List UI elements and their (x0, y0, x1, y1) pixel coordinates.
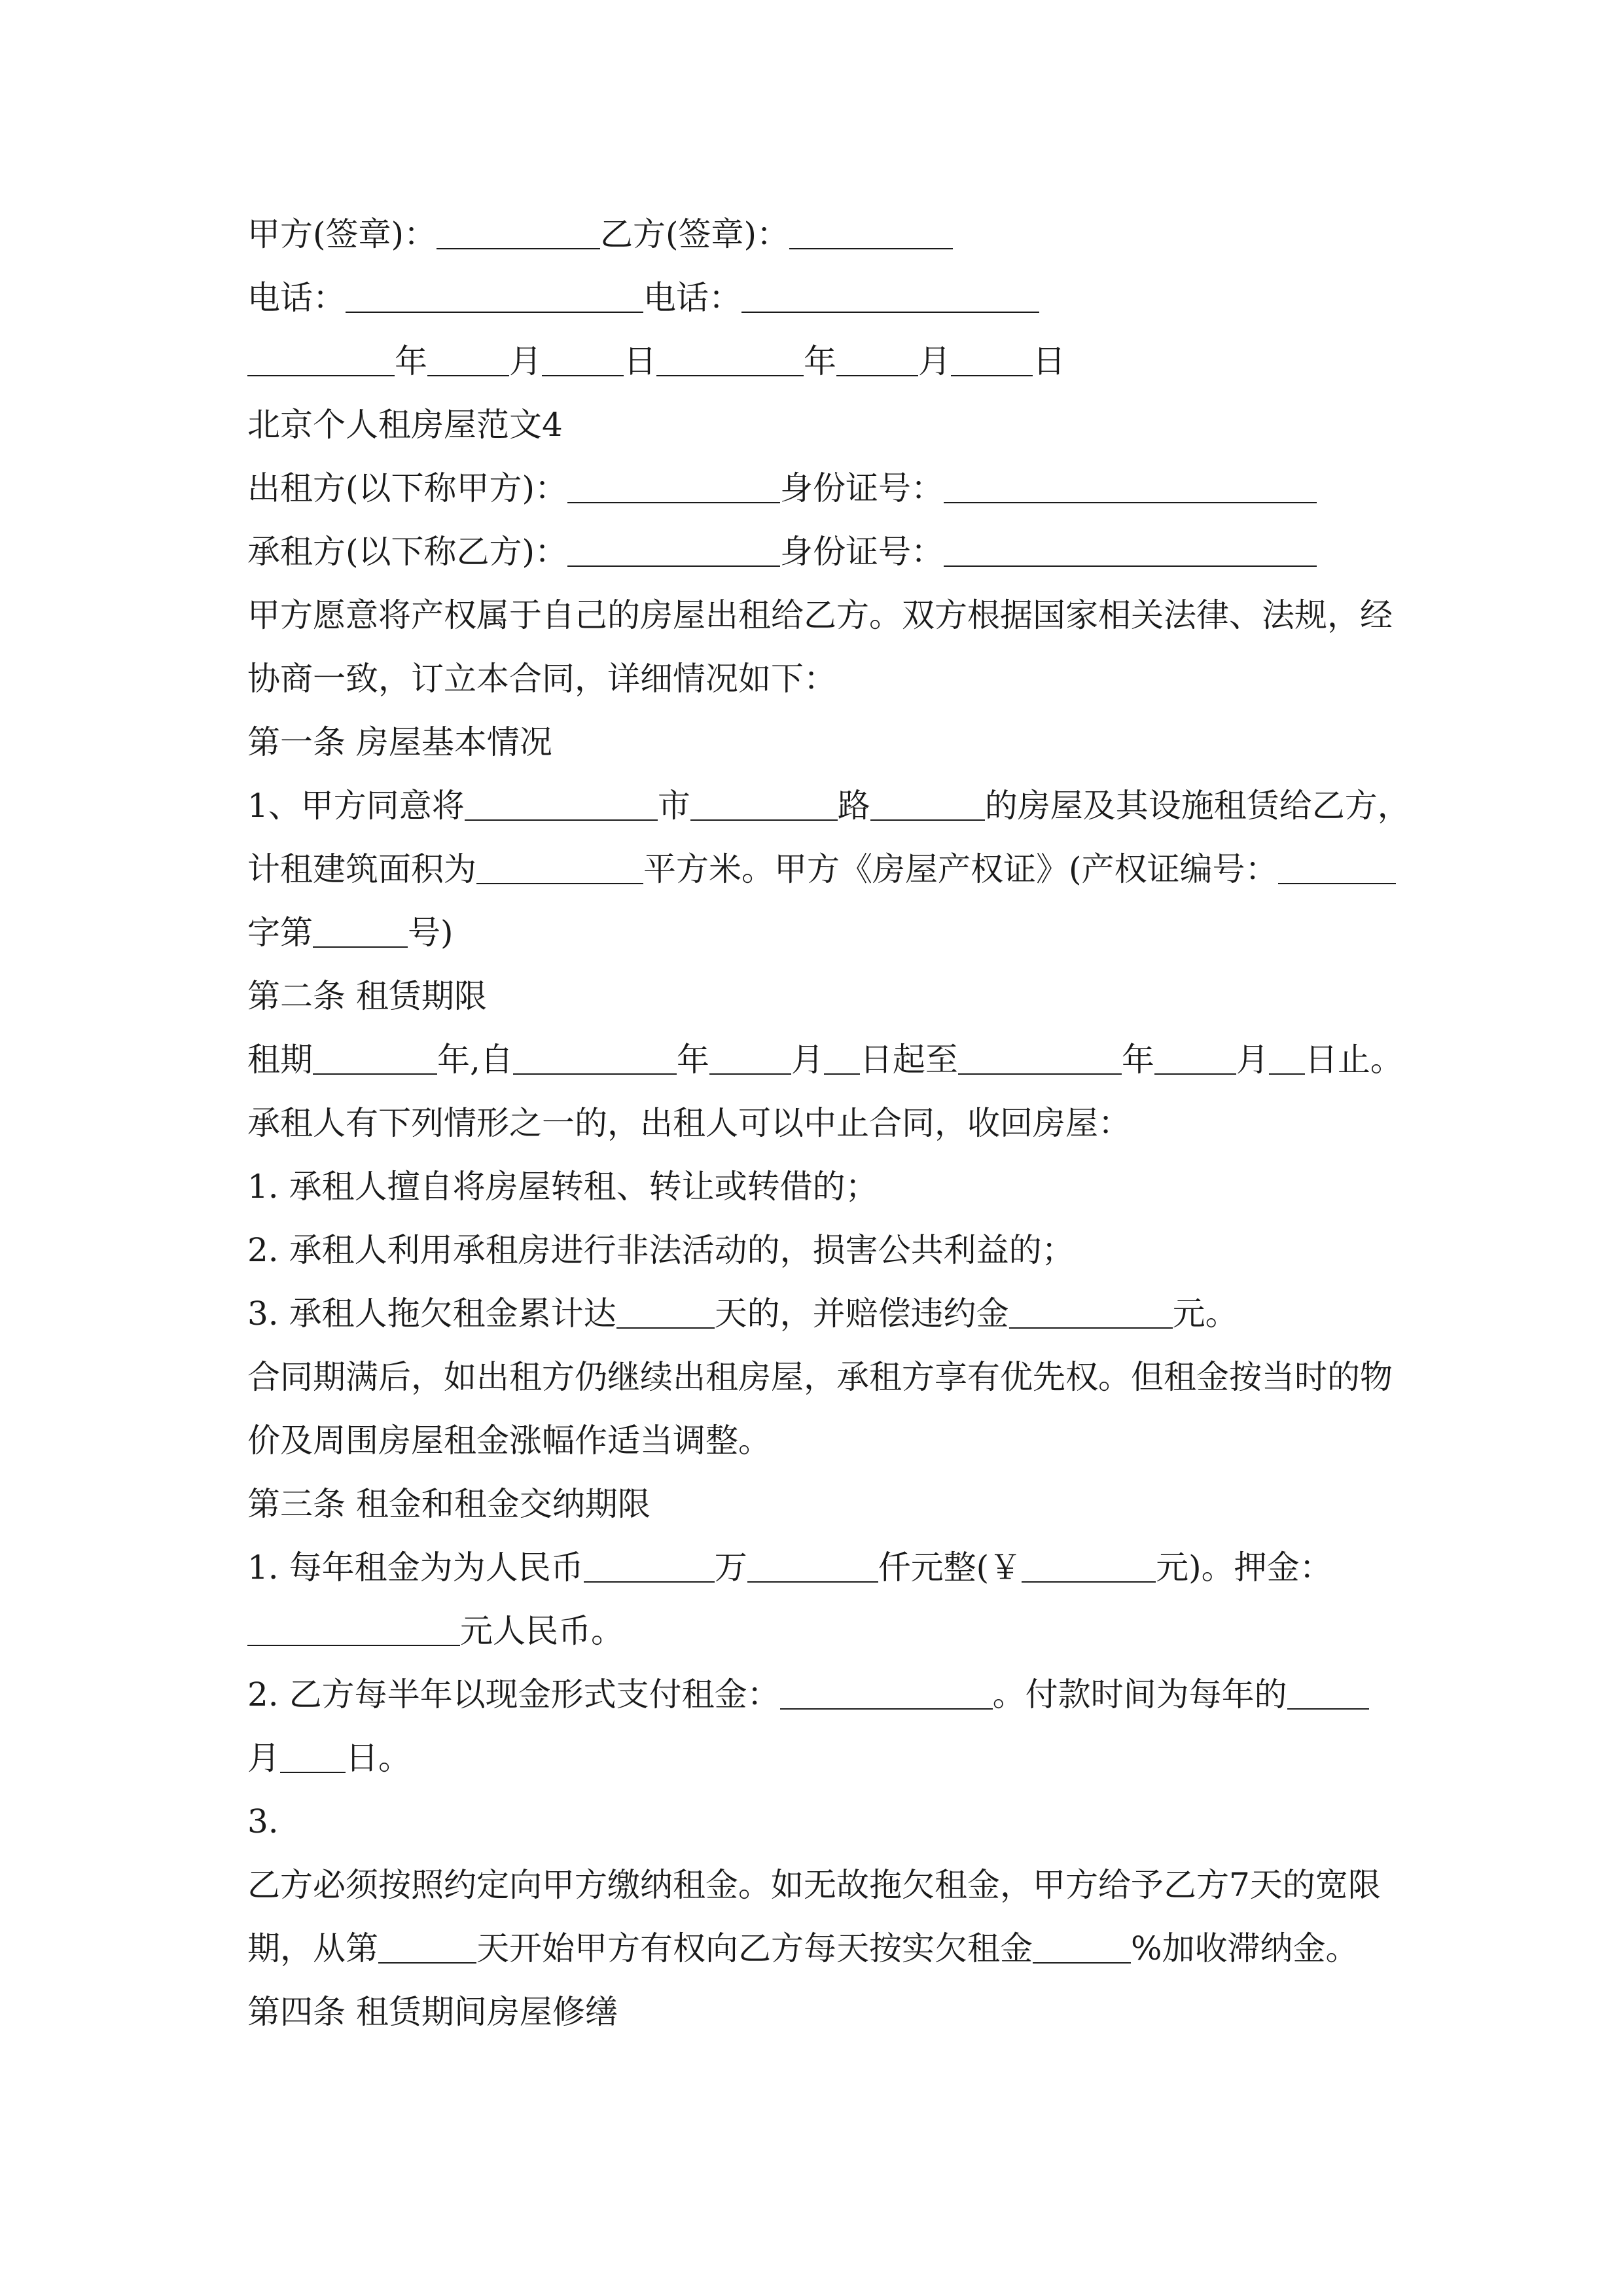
party-b-day-blank (951, 342, 1033, 376)
lessee-id-blank (944, 533, 1317, 567)
text: 日止。 (1304, 1041, 1403, 1079)
party-b-phone-label: 电话： (643, 279, 741, 317)
text: 日起至 (859, 1041, 958, 1079)
lessee-id-label: 身份证号： (780, 533, 944, 571)
text: 计租建筑面积为 (247, 850, 476, 888)
end-day-blank (1269, 1041, 1305, 1075)
article-2-title: 第二条 租赁期限 (247, 977, 487, 1015)
certificate-serial-blank (313, 914, 408, 948)
text: 仟元整(￥ (878, 1549, 1022, 1587)
renewal-line-2: 价及周围房屋租金涨幅作适当调整。 (247, 1422, 771, 1460)
phone-line (247, 266, 1393, 330)
penalty-blank (1009, 1295, 1173, 1329)
condition-1: 1. 承租人擅自将房屋转租、转让或转借的； (247, 1168, 878, 1206)
party-a-phone-label: 电话： (247, 279, 346, 317)
lessor-id-blank (944, 469, 1317, 503)
lessee-name-blank (567, 533, 780, 567)
lessee-line (247, 520, 1393, 584)
payment-amount-blank (780, 1676, 993, 1710)
day-label: 日 (624, 342, 656, 380)
lessor-name-blank (567, 469, 780, 503)
month-label: 月 (918, 342, 951, 380)
text: 1、甲方同意将 (247, 787, 465, 825)
payment-month-blank (1287, 1676, 1369, 1710)
grace-day-blank (378, 1929, 476, 1964)
contract-page (247, 203, 1410, 2044)
party-b-phone-blank (741, 279, 1039, 313)
condition-3 (247, 1282, 1393, 1346)
article-1-title: 第一条 房屋基本情况 (247, 723, 552, 761)
end-month-blank (1154, 1041, 1236, 1075)
city-blank (465, 787, 658, 821)
text: 月 (247, 1739, 280, 1777)
overdue-days-blank (616, 1295, 715, 1329)
address-blank (870, 787, 985, 821)
text: 年 (676, 1041, 709, 1079)
payment-line (247, 1663, 1393, 1727)
party-a-phone-blank (346, 279, 643, 313)
text: 。付款时间为每年的 (992, 1676, 1287, 1713)
lessor-line (247, 457, 1393, 520)
road-blank (690, 787, 838, 821)
date-line (247, 330, 1393, 393)
party-a-sign-blank (437, 215, 600, 249)
article-4-title: 第四条 租赁期间房屋修缮 (247, 1993, 618, 2031)
text: 的房屋及其设施租赁给乙方， (984, 787, 1410, 825)
lessor-label: 出租方(以下称甲方)： (247, 469, 568, 507)
text: 路 (837, 787, 870, 825)
late-fee-rate-blank (1033, 1929, 1131, 1964)
party-b-month-blank (836, 342, 918, 376)
party-a-year-blank (247, 342, 395, 376)
intro-line-2: 协商一致，订立本合同，详细情况如下： (247, 660, 836, 698)
payment-date-line (247, 1727, 1393, 1790)
intro-line-1: 甲方愿意将产权属于自己的房屋出租给乙方。双方根据国家相关法律、法规，经 (247, 596, 1393, 634)
text: 字第 (247, 914, 313, 952)
text: 天的，并赔偿违约金 (714, 1295, 1009, 1333)
certificate-number-blank (1278, 850, 1396, 884)
clause-3-number: 3. (247, 1803, 279, 1840)
text: %加收滞纳金。 (1131, 1929, 1359, 1967)
start-day-blank (824, 1041, 860, 1075)
lessee-label: 承租方(以下称乙方)： (247, 533, 568, 571)
start-month-blank (709, 1041, 791, 1075)
day-label: 日 (1033, 342, 1065, 380)
year-label: 年 (804, 342, 836, 380)
end-year-blank (958, 1041, 1122, 1075)
party-a-day-blank (542, 342, 624, 376)
year-label: 年 (395, 342, 427, 380)
party-a-month-blank (427, 342, 509, 376)
rent-amount-blank (1022, 1549, 1156, 1583)
rent-wan-blank (584, 1549, 715, 1583)
text: 天开始甲方有权向乙方每天按实欠租金 (476, 1929, 1033, 1967)
month-label: 月 (509, 342, 542, 380)
text: 元。 (1172, 1295, 1238, 1333)
payment-day-blank (280, 1739, 346, 1773)
lease-term-line (247, 1028, 1403, 1092)
renewal-line-1: 合同期满后，如出租方仍继续出租房屋，承租方享有优先权。但租金按当时的物 (247, 1358, 1393, 1396)
text: 租期 (247, 1041, 313, 1079)
party-b-year-blank (656, 342, 804, 376)
termination-conditions: 承租人有下列情形之一的，出租人可以中止合同，收回房屋： (247, 1104, 1131, 1142)
text: 日。 (346, 1739, 411, 1777)
deposit-line (247, 1600, 1393, 1663)
party-b-sign-label: 乙方(签章)： (600, 215, 790, 253)
term-years-blank (313, 1041, 437, 1075)
area-blank (476, 850, 643, 884)
text: 期，从第 (247, 1929, 378, 1967)
lessor-id-label: 身份证号： (780, 469, 944, 507)
text: 元人民币。 (460, 1612, 624, 1650)
text: 年 (1121, 1041, 1154, 1079)
text: 月 (1236, 1041, 1269, 1079)
text: 市 (657, 787, 690, 825)
late-payment-line-1: 乙方必须按照约定向甲方缴纳租金。如无故拖欠租金，甲方给予乙方7天的宽限 (247, 1866, 1381, 1904)
text: 1. 每年租金为为人民币 (247, 1549, 584, 1587)
condition-2: 2. 承租人利用承租房进行非法活动的，损害公共利益的； (247, 1231, 1075, 1269)
signature-line (247, 203, 1393, 266)
party-a-sign-label: 甲方(签章)： (247, 215, 437, 253)
rent-qian-blank (747, 1549, 878, 1583)
text: 2. 乙方每半年以现金形式支付租金： (247, 1676, 780, 1713)
party-b-sign-blank (789, 215, 953, 249)
text: 年,自 (437, 1041, 513, 1079)
document-heading: 北京个人租房屋范文4 (247, 406, 563, 444)
text: 万 (714, 1549, 747, 1587)
text: 3. 承租人拖欠租金累计达 (247, 1295, 616, 1333)
rent-amount-line (247, 1536, 1393, 1600)
article-3-title: 第三条 租金和租金交纳期限 (247, 1485, 651, 1523)
text: 元)。押金： (1156, 1549, 1332, 1587)
deposit-blank (247, 1612, 460, 1646)
text: 号) (408, 914, 454, 952)
article-1-area-line (247, 838, 1393, 901)
text: 月 (791, 1041, 824, 1079)
article-1-cert-line (247, 901, 1393, 965)
article-1-clause-1 (247, 774, 1410, 838)
late-payment-line-2 (247, 1917, 1393, 1981)
text: 平方米。甲方《房屋产权证》(产权证编号： (643, 850, 1278, 888)
start-year-blank (513, 1041, 677, 1075)
